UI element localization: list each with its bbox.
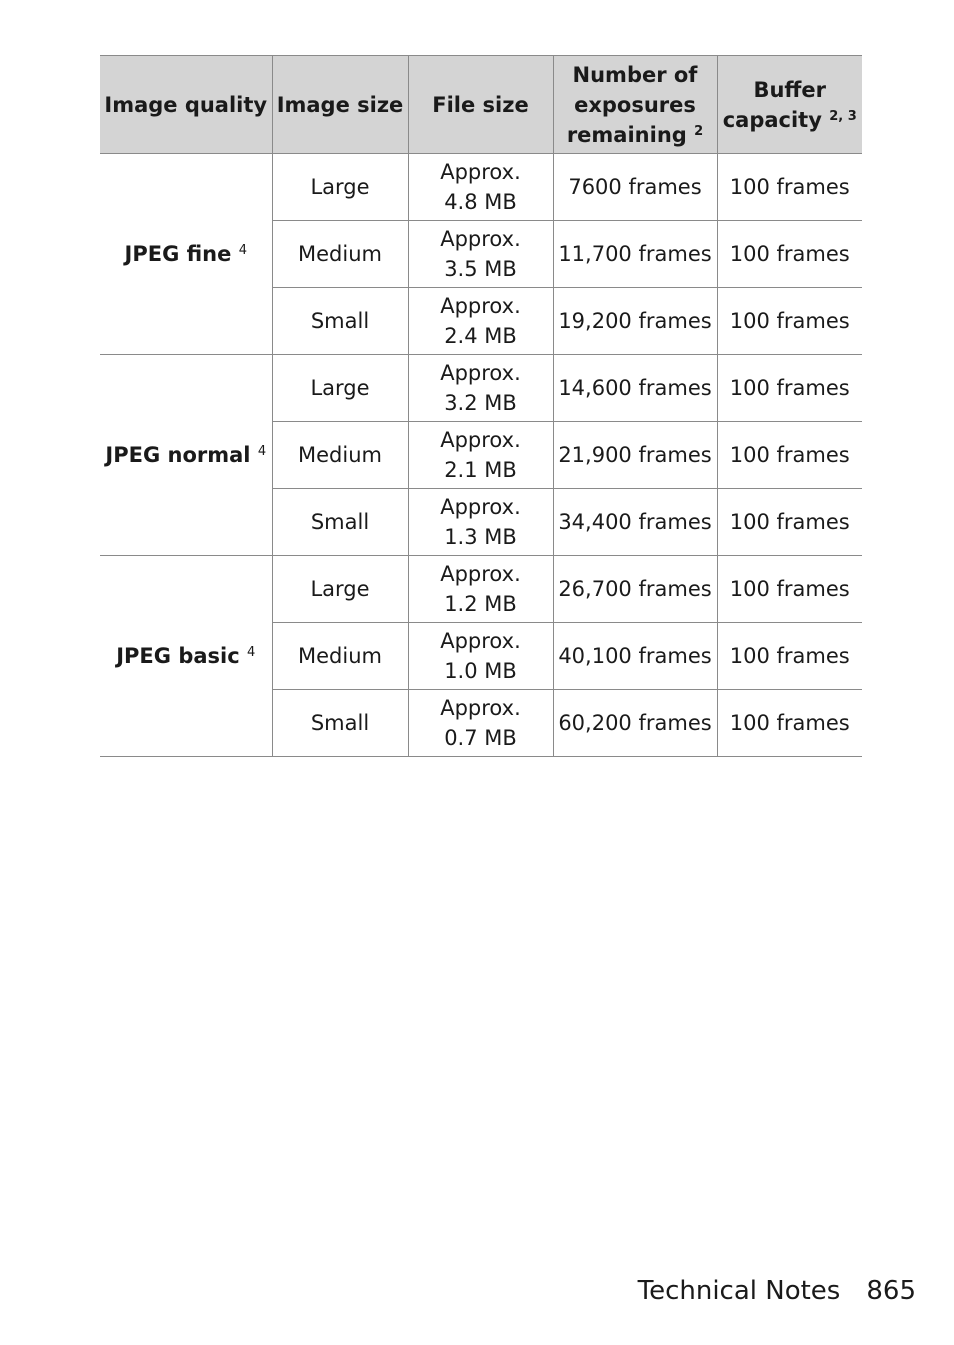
table-header (100, 56, 862, 154)
buffer-cell: 100 frames (717, 221, 862, 288)
footnote-ref: 4 (238, 243, 247, 258)
size-cell: Large (272, 154, 408, 221)
footnote-ref: 4 (257, 444, 267, 459)
buffer-cell: 100 frames (717, 489, 862, 556)
table-row (100, 154, 862, 221)
file-size-cell: Approx. 4.8 MB (408, 154, 553, 221)
size-cell: Small (272, 690, 408, 757)
exposures-cell: 40,100 frames (553, 623, 717, 690)
footnote-ref: 4 (246, 645, 256, 660)
header-file-size: File size (408, 56, 553, 154)
size-cell: Medium (272, 422, 408, 489)
header-exposures-remaining: Number of exposures remaining $^2$ (553, 56, 717, 154)
file-size-cell: Approx. 1.2 MB (408, 556, 553, 623)
exposures-cell: 21,900 frames (553, 422, 717, 489)
quality-cell: JPEG basic $^4$ (100, 556, 272, 757)
buffer-cell: 100 frames (717, 690, 862, 757)
file-size-cell: Approx. 0.7 MB (408, 690, 553, 757)
file-size-cell: Approx. 2.1 MB (408, 422, 553, 489)
file-size-cell: Approx. 3.2 MB (408, 355, 553, 422)
file-size-cell: Approx. 3.5 MB (408, 221, 553, 288)
footnote-ref: 2 (694, 123, 704, 139)
header-buffer-capacity: Buffer capacity $^{2, 3}$ (717, 56, 862, 154)
table-row (100, 355, 862, 422)
size-cell: Medium (272, 221, 408, 288)
exposures-cell: 11,700 frames (553, 221, 717, 288)
buffer-cell: 100 frames (717, 623, 862, 690)
header-image-size: Image size (272, 56, 408, 154)
exposures-cell: 19,200 frames (553, 288, 717, 355)
quality-cell: JPEG fine $^4$ (100, 154, 272, 355)
page-footer (638, 1276, 916, 1306)
spec-table (100, 55, 862, 757)
size-cell: Small (272, 288, 408, 355)
exposures-cell: 60,200 frames (553, 690, 717, 757)
exposures-cell: 14,600 frames (553, 355, 717, 422)
size-cell: Small (272, 489, 408, 556)
section-title: Technical Notes (637, 1276, 841, 1306)
exposures-cell: 34,400 frames (553, 489, 717, 556)
buffer-cell: 100 frames (717, 556, 862, 623)
footnote-ref: 2, 3 (829, 108, 857, 124)
file-size-cell: Approx. 1.0 MB (408, 623, 553, 690)
buffer-cell: 100 frames (717, 288, 862, 355)
table-body (100, 154, 862, 757)
page-number: 865 (866, 1276, 916, 1306)
file-size-cell: Approx. 1.3 MB (408, 489, 553, 556)
table-row (100, 556, 862, 623)
file-size-cell: Approx. 2.4 MB (408, 288, 553, 355)
buffer-cell: 100 frames (717, 422, 862, 489)
exposures-cell: 7600 frames (553, 154, 717, 221)
header-image-quality: Image quality (100, 56, 272, 154)
quality-cell: JPEG normal $^4$ (100, 355, 272, 556)
size-cell: Medium (272, 623, 408, 690)
size-cell: Large (272, 556, 408, 623)
exposures-cell: 26,700 frames (553, 556, 717, 623)
buffer-cell: 100 frames (717, 154, 862, 221)
buffer-cell: 100 frames (717, 355, 862, 422)
size-cell: Large (272, 355, 408, 422)
